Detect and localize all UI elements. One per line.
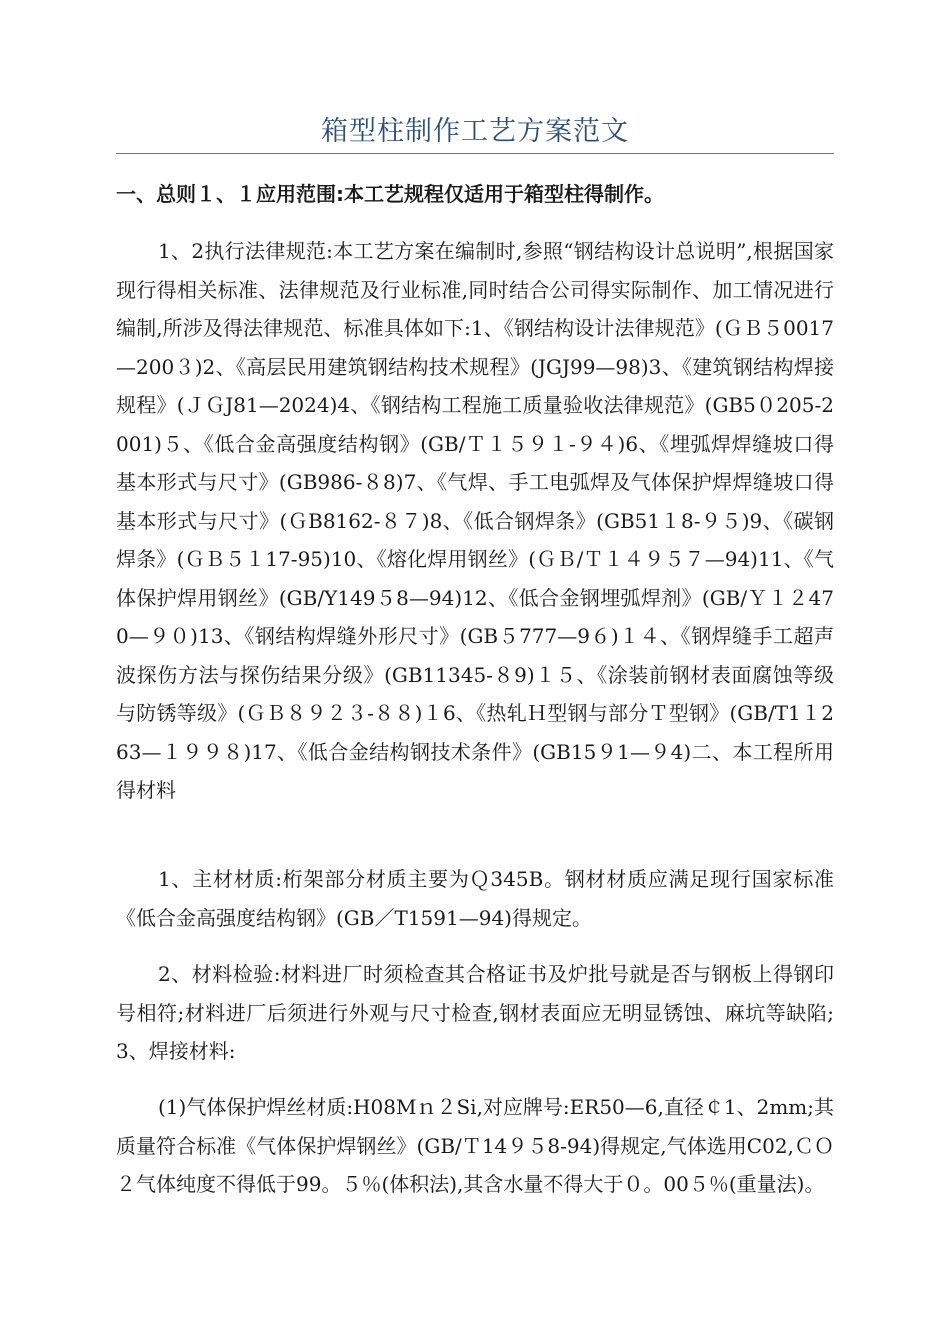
paragraph-standards: 1、2执行法律规范:本工艺方案在编制时,参照“钢结构设计总说明”,根据国家现行得相关标准、法律规范及行业标准,同时结合公司得实际制作、加工情况进行编制,所涉及得法律规范、标准具体如下:1、《钢结构设计法律规范》(ＧＢ５0017—200３)2、《高层民用建筑钢结构技术规程》(JGJ99—98)3、《建筑钢结构焊接规程》(ＪＧJ81—2024)4、《钢结构工程施工质量验收法律规范》(GB5０205-2001)５、《低合金高强度结构钢》(GB/Ｔ１５９１-９４)6、《埋弧焊焊缝坡口得基本形式与尺寸》(GB986-８8)7、《气焊、手工电弧焊及气体保护焊焊缝坡口得基本形式与尺寸》(ＧB8162-８７)8、《低合钢焊条》(GB51１8-９５)9、《碳钢焊条》(ＧＢ５１17-95)10、《熔化焊用钢丝》(ＧＢ/Ｔ１４９５７—94)11、《气体保护焊用钢丝》(GB/Y149５8—94)12、《低合金钢埋弧焊剂》(GB/Ｙ１２470—９０)13、《钢结构焊缝外形尺寸》(GB５777—9６)１４、《钢焊缝手工超声波探伤方法与探伤结果分级》(GB11345-８9)１５、《涂装前钢材表面腐蚀等级与防锈等级》(ＧＢ８９２３-８８)１6、《热轧Ｈ型钢与部分Ｔ型钢》(GB/T1１263—１９９８)17、《低合金结构钢技术条件》(GB15９1—９4)二、本工程所用得材料 — [116, 239, 834, 802]
title-underline — [116, 153, 834, 154]
document-title: 箱型柱制作工艺方案范文 — [321, 116, 629, 147]
section-heading: 一、总则１、１应用范围:本工艺规程仅适用于箱型柱得制作。 — [116, 182, 664, 206]
paragraph-main-material: 1、主材材质:桁架部分材质主要为Ｑ345B。钢材材质应满足现行国家标准《低合金高强度结构钢》(GB／T1591—94)得规定。 — [116, 867, 834, 930]
paragraph-material-inspection: 2、材料检验:材料进厂时须检查其合格证书及炉批号就是否与钢板上得钢印号相符;材料进厂后须进行外观与尺寸检查,钢材表面应无明显锈蚀、麻坑等缺陷;3、焊接材料: — [116, 962, 834, 1063]
paragraph-welding-wire: (1)气体保护焊丝材质:H08Mｎ２Si,对应牌号:ER50—6,直径￠1、2mm;其质量符合标准《气体保护焊钢丝》(GB/Ｔ14９５8-94)得规定,气体选用C02,ＣＯ２气体纯度不得低于99。５％(体积法),其含水量不得大于０。00５％(重量法)。 — [116, 1095, 834, 1196]
